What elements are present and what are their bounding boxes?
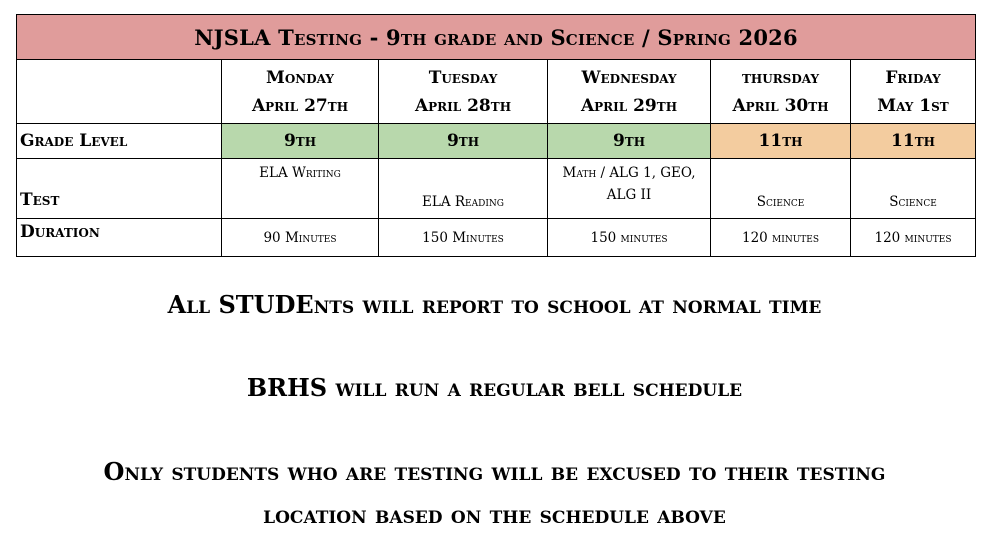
day-header-wednesday — [548, 60, 711, 124]
day-date: April 29th — [580, 95, 678, 116]
grade-cell-tuesday: 9th — [379, 124, 548, 159]
day-header-friday — [851, 60, 976, 124]
grade-level-row — [17, 124, 976, 159]
duration-cell-friday: 120 minutes — [851, 219, 976, 257]
excused-notice-line: location based on the schedule above — [263, 500, 726, 529]
day-header-thursday — [711, 60, 851, 124]
day-header-monday — [222, 60, 379, 124]
duration-cell-tuesday: 150 Minutes — [379, 219, 548, 257]
grade-level-label: Grade Level — [17, 124, 222, 159]
day-date: April 27th — [251, 95, 349, 116]
duration-cell-monday: 90 Minutes — [222, 219, 379, 257]
grade-cell-friday: 11th — [851, 124, 976, 159]
duration-label: Duration — [17, 219, 222, 257]
day-name: Wednesday — [581, 67, 677, 88]
report-notice: All STUDEnts will report to school at normal time — [167, 290, 822, 319]
title-row — [17, 15, 976, 60]
schedule-title: NJSLA Testing - 9th grade and Science / Spring 2026 — [17, 15, 976, 60]
testing-schedule-table — [16, 14, 976, 257]
test-cell-monday: ELA Writing — [222, 159, 379, 219]
day-name: Tuesday — [428, 67, 498, 88]
day-name: Friday — [885, 67, 941, 88]
test-line: ALG II — [606, 187, 652, 203]
day-header-tuesday — [379, 60, 548, 124]
day-date: May 1st — [877, 95, 949, 116]
day-name: thursday — [741, 67, 820, 88]
test-row — [17, 159, 976, 219]
test-cell-wednesday — [548, 159, 711, 219]
day-date: April 30th — [732, 95, 829, 116]
test-cell-tuesday: ELA Reading — [379, 159, 548, 219]
grade-cell-monday: 9th — [222, 124, 379, 159]
test-cell-friday: Science — [851, 159, 976, 219]
duration-row — [17, 219, 976, 257]
test-label: Test — [17, 159, 222, 219]
day-name: Monday — [266, 67, 334, 88]
day-date: April 28th — [414, 95, 512, 116]
day-header-row — [17, 60, 976, 124]
duration-cell-wednesday: 150 minutes — [548, 219, 711, 257]
test-cell-thursday: Science — [711, 159, 851, 219]
corner-cell — [17, 60, 222, 124]
bell-schedule-notice: BRHS will run a regular bell schedule — [246, 373, 743, 402]
grade-cell-thursday: 11th — [711, 124, 851, 159]
test-line: Math / ALG 1, GEO, — [562, 165, 696, 181]
duration-cell-thursday: 120 minutes — [711, 219, 851, 257]
excused-notice-line: Only students who are testing will be excused to their testing — [103, 457, 886, 486]
grade-cell-wednesday: 9th — [548, 124, 711, 159]
excused-notice — [0, 450, 989, 536]
